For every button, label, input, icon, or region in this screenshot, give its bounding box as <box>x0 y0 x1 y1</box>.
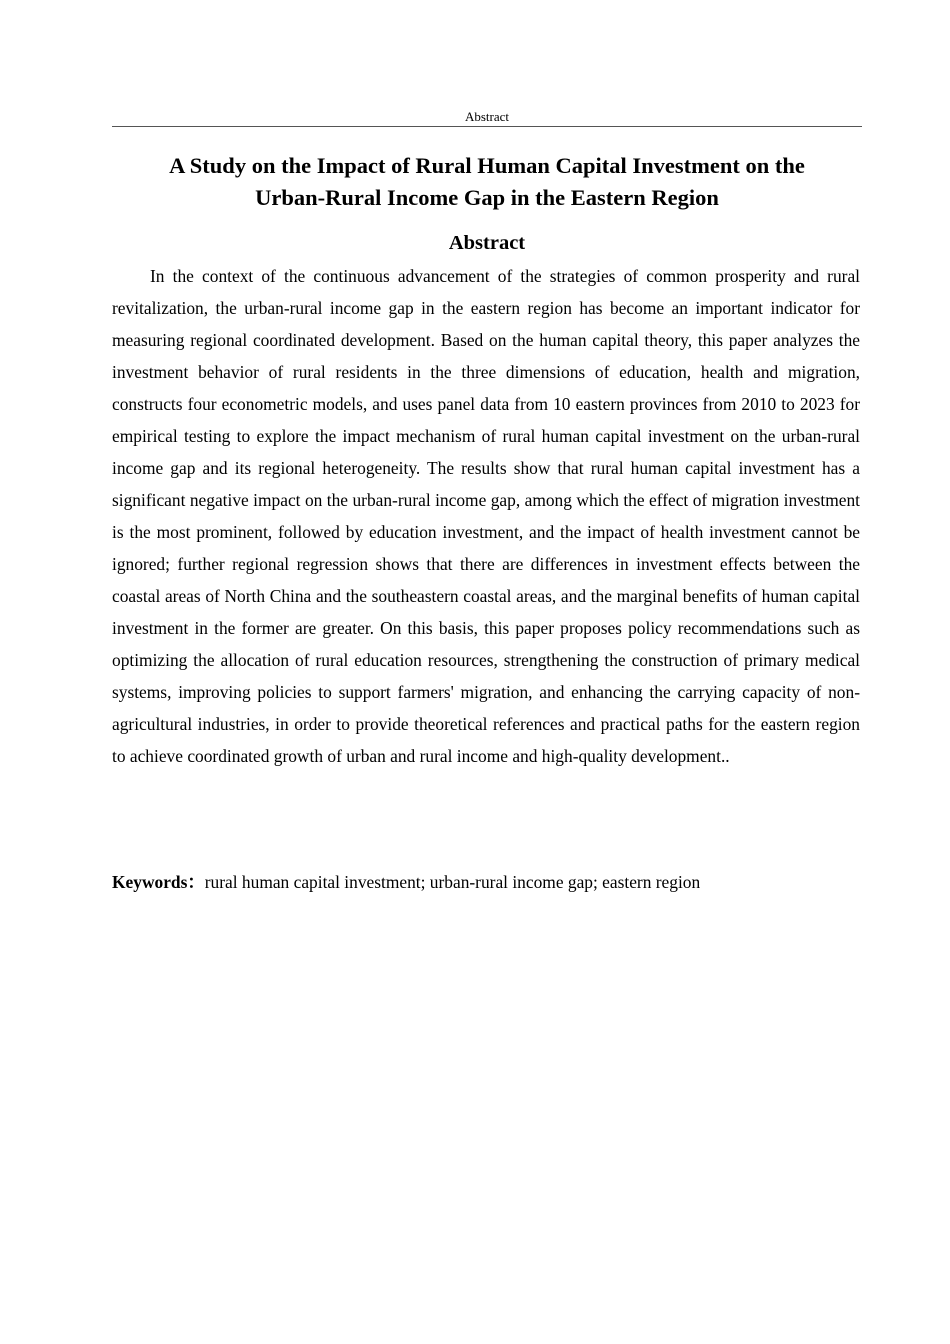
paper-title-line-2: Urban-Rural Income Gap in the Eastern Region <box>255 185 719 210</box>
paper-title <box>112 150 862 214</box>
abstract-body: In the context of the continuous advancement of the strategies of common prosperity and rural revitalization, the urban-rural income gap in the eastern region has become an important indicator for measuring regional coordinated development. Based on the human capital theory, this paper analyzes the investment behavior of rural residents in the three dimensions of education, health and migration, constructs four econometric models, and uses panel data from 10 eastern provinces from 2010 to 2023 for empirical testing to explore the impact mechanism of rural human capital investment on the urban-rural income gap and its regional heterogeneity. The results show that rural human capital investment has a significant negative impact on the urban-rural income gap, among which the effect of migration investment is the most prominent, followed by education investment, and the impact of health investment cannot be ignored; further regional regression shows that there are differences in investment effects between the coastal areas of North China and the southeastern coastal areas, and the marginal benefits of human capital investment in the former are greater. On this basis, this paper proposes policy recommendations such as optimizing the allocation of rural education resources, strengthening the construction of primary medical systems, improving policies to support farmers' migration, and enhancing the carrying capacity of non-agricultural industries, in order to provide theoretical references and practical paths for the eastern region to achieve coordinated growth of urban and rural income and high-quality development.. <box>112 266 860 766</box>
keywords-line <box>112 867 862 897</box>
header-rule <box>112 126 862 127</box>
paper-title-line-1: A Study on the Impact of Rural Human Capital Investment on the <box>169 153 805 178</box>
keywords-text: rural human capital investment; urban-rural income gap; eastern region <box>204 872 701 892</box>
running-header: Abstract <box>464 109 510 124</box>
keywords-label: Keywords： <box>112 872 205 892</box>
abstract-heading: Abstract <box>448 232 526 254</box>
